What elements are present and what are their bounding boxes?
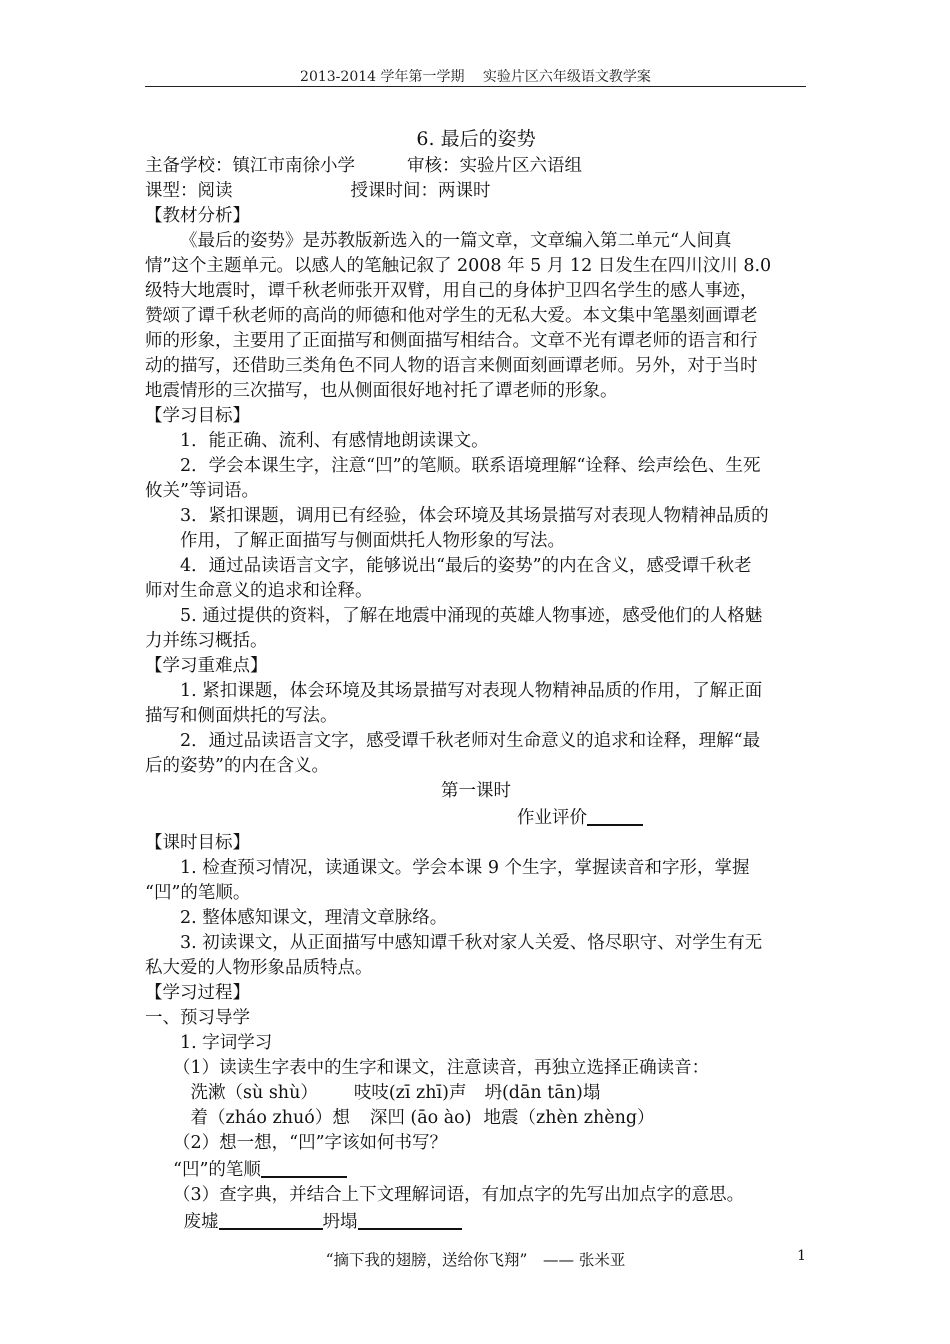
meta-row-2 — [145, 179, 807, 204]
lesson-period-title: 第一课时 — [441, 781, 511, 801]
process-heading: 【学习过程】 — [145, 983, 250, 1003]
time-label: 授课时间：两课时 — [350, 181, 491, 201]
stroke-order-label: “凹”的笔顺 — [173, 1160, 261, 1180]
homework-blank[interactable] — [587, 804, 643, 826]
goal-line: 力并练习概括。 — [145, 631, 268, 651]
goal-line: 5. 通过提供的资料，了解在地震中涌现的英雄人物事迹，感受他们的人格魅 — [180, 606, 763, 626]
goal-line: 4．通过品读语言文字，能够说出“最后的姿势”的内在含义，感受谭千秋老 — [180, 556, 752, 576]
meta-row-1 — [145, 154, 807, 179]
document-body — [145, 124, 807, 1235]
pinyin-row-2 — [145, 1106, 807, 1131]
analysis-heading: 【教材分析】 — [145, 206, 250, 226]
key-point-line: 1. 紧扣课题，体会环境及其场景描写对表现人物精神品质的作用，了解正面 — [180, 681, 763, 701]
word-label: 废墟 — [183, 1212, 219, 1232]
process-item: 一、预习导学 — [145, 1008, 250, 1028]
pinyin-item: 坍(dān tān)塌 — [484, 1083, 601, 1103]
pinyin-item: 地震（zhèn zhèng） — [483, 1108, 655, 1128]
lesson-goal-line: 2. 整体感知课文，理清文章脉络。 — [180, 908, 448, 928]
goal-line: 2．学会本课生字，注意“凹”的笔顺。联系语境理解“诠释、绘声绘色、生死 — [180, 456, 761, 476]
analysis-line: 《最后的姿势》是苏教版新选入的一篇文章，文章编入第二单元“人间真 — [180, 231, 732, 251]
analysis-line: 地震情形的三次描写，也从侧面很好地衬托了谭老师的形象。 — [145, 381, 618, 401]
key-point-line: 后的姿势”的内在含义。 — [145, 756, 329, 776]
goal-line: 攸关”等词语。 — [145, 481, 259, 501]
analysis-line: 情”这个主题单元。以感人的笔触记叙了 2008 年 5 月 12 日发生在四川汶川 8.0 — [145, 256, 772, 276]
analysis-line: 级特大地震时，谭千秋老师张开双臂，用自己的身体护卫四名学生的感人事迹， — [145, 281, 758, 301]
key-point-line: 描写和侧面烘托的写法。 — [145, 706, 338, 726]
question-3: （3）查字典，并结合上下文理解词语，有加点字的先写出加点字的意思。 — [173, 1185, 745, 1205]
lesson-goal-line: “凹”的笔顺。 — [145, 883, 251, 903]
footer-motto: “摘下我的翅膀，送给你飞翔” —— 张米亚 — [325, 1251, 626, 1269]
pinyin-row-1 — [145, 1081, 807, 1106]
process-subitem: 1. 字词学习 — [180, 1033, 273, 1053]
page-number: 1 — [797, 1248, 806, 1264]
stroke-order-row — [145, 1156, 807, 1183]
analysis-line: 赞颂了谭千秋老师的高尚的师德和他对学生的无私大爱。本文集中笔墨刻画谭老 — [145, 306, 758, 326]
key-points-heading: 【学习重难点】 — [145, 656, 268, 676]
goal-line: 1．能正确、流利、有感情地朗读课文。 — [180, 431, 489, 451]
definition-blank[interactable] — [358, 1208, 462, 1230]
page-header: 2013-2014 学年第一学期 实验片区六年级语文教学案 — [300, 69, 651, 85]
pinyin-item: 吱吱(zī zhī)声 — [353, 1083, 467, 1103]
pinyin-item: 着（zháo zhuó）想 — [190, 1108, 350, 1128]
goals-heading: 【学习目标】 — [145, 406, 250, 426]
stroke-order-blank[interactable] — [261, 1156, 347, 1178]
lesson-goals-heading: 【课时目标】 — [145, 833, 250, 853]
homework-evaluation-row — [145, 804, 807, 831]
lesson-goal-line: 1. 检查预习情况，读通课文。学会本课 9 个生字，掌握读音和字形，掌握 — [180, 858, 750, 878]
review-label: 审核：实验片区六语组 — [407, 156, 582, 176]
pinyin-item: 洗漱（sù shù） — [190, 1083, 318, 1103]
goal-line: 师对生命意义的追求和诠释。 — [145, 581, 373, 601]
school-label: 主备学校：镇江市南徐小学 — [145, 156, 355, 176]
homework-label: 作业评价 — [517, 808, 587, 828]
key-point-line: 2．通过品读语言文字，感受谭千秋老师对生命意义的追求和诠释，理解“最 — [180, 731, 761, 751]
lesson-goal-line: 3. 初读课文，从正面描写中感知谭千秋对家人关爱、恪尽职守、对学生有无 — [180, 933, 763, 953]
question-1: （1）读读生字表中的生字和课文，注意读音，再独立选择正确读音： — [173, 1058, 710, 1078]
type-label: 课型：阅读 — [145, 181, 233, 201]
lesson-goal-line: 私大爱的人物形象品质特点。 — [145, 958, 373, 978]
pinyin-item: 深凹 (āo ào) — [369, 1108, 472, 1128]
header-rule — [145, 86, 806, 87]
goal-line: 3．紧扣课题，调用已有经验，体会环境及其场景描写对表现人物精神品质的 — [180, 506, 769, 526]
question-2: （2）想一想，“凹”字该如何书写？ — [173, 1133, 448, 1153]
word-definition-row — [145, 1208, 807, 1235]
goal-line: 作用，了解正面描写与侧面烘托人物形象的写法。 — [180, 531, 565, 551]
analysis-line: 师的形象，主要用了正面描写和侧面描写相结合。文章不光有谭老师的语言和行 — [145, 331, 758, 351]
definition-blank[interactable] — [219, 1208, 323, 1230]
analysis-line: 动的描写，还借助三类角色不同人物的语言来侧面刻画谭老师。另外，对于当时 — [145, 356, 758, 376]
lesson-title: 6. 最后的姿势 — [416, 128, 536, 150]
word-label: 坍塌 — [322, 1212, 358, 1232]
